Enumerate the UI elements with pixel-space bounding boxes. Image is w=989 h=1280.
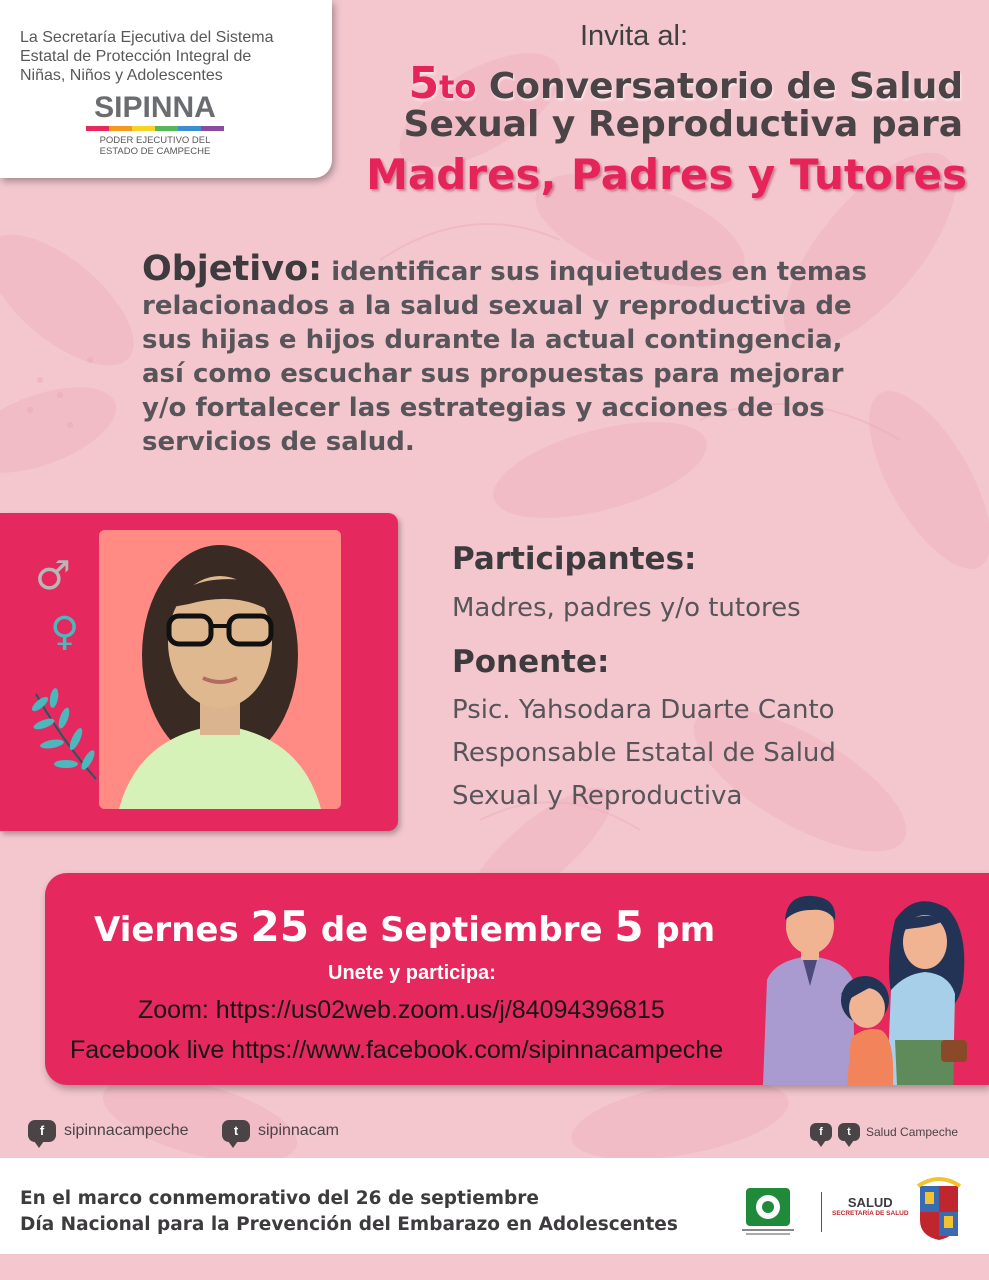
campeche-coat-of-arms — [914, 1176, 964, 1242]
footer-line-1: En el marco conmemorativo del 26 de septiembre — [20, 1188, 539, 1209]
leaf-branch-icon — [26, 684, 106, 784]
facebook-handle[interactable] — [28, 1120, 189, 1142]
logo-color-bar — [86, 126, 224, 131]
twitter-icon: t — [838, 1123, 860, 1141]
organization-line: Niñas, Niños y Adolescentes — [20, 67, 223, 84]
adolescent-health-logo — [740, 1186, 798, 1238]
male-symbol-icon: ♂ — [35, 553, 71, 599]
facebook-live-link[interactable]: Facebook live https://www.facebook.com/sipinnacampeche — [70, 1036, 724, 1064]
objective-text: identificar sus inquietudes en temas — [322, 257, 867, 287]
facebook-handle-text: sipinnacampeche — [64, 1122, 189, 1139]
event-time-unit: pm — [643, 910, 716, 950]
logo-name: SIPINNA — [94, 91, 216, 124]
organization-name — [20, 28, 330, 85]
event-month: de Septiembre — [309, 910, 615, 950]
speaker-role-line: Responsable Estatal de Salud — [452, 738, 836, 768]
objective-block — [142, 249, 942, 459]
title-ordinal: to — [439, 68, 477, 106]
salud-logo — [832, 1196, 909, 1217]
family-illustration — [755, 890, 980, 1085]
participants-heading: Participantes: — [452, 541, 697, 577]
title-line-3: Madres, Padres y Tutores — [366, 150, 967, 199]
facebook-icon: f — [28, 1120, 56, 1142]
event-date-number: 25 — [250, 902, 309, 951]
objective-label: Objetivo: — [142, 249, 323, 289]
footer-text — [20, 1186, 678, 1238]
event-time-number: 5 — [614, 902, 644, 951]
speaker-heading: Ponente: — [452, 644, 610, 680]
title-line-1-text: Conversatorio de Salud — [476, 66, 963, 107]
objective-line: sus hijas e hijos durante la actual contingencia, — [142, 325, 843, 355]
organization-line: La Secretaría Ejecutiva del Sistema — [20, 29, 274, 46]
title-line-2: Sexual y Reproductiva para — [403, 104, 963, 145]
participants-text: Madres, padres y/o tutores — [452, 593, 801, 623]
salud-campeche-handle[interactable] — [810, 1123, 958, 1141]
footer-divider — [821, 1192, 822, 1232]
facebook-icon: f — [810, 1123, 832, 1141]
female-symbol-icon: ♀ — [50, 609, 80, 655]
zoom-link[interactable]: Zoom: https://us02web.zoom.us/j/84094396815 — [138, 996, 665, 1024]
twitter-icon: t — [222, 1120, 250, 1142]
salud-handle-text: Salud Campeche — [866, 1125, 959, 1139]
invitation-label: Invita al: — [580, 20, 688, 52]
objective-line: así como escuchar sus propuestas para mejorar — [142, 359, 844, 389]
sipinna-logo — [80, 92, 230, 157]
logo-sub-line: PODER EJECUTIVO DEL — [99, 135, 211, 146]
twitter-handle-text: sipinnacam — [258, 1122, 339, 1139]
salud-logo-title: SALUD — [847, 1195, 893, 1210]
salud-logo-subtitle: SECRETARÍA DE SALUD — [832, 1210, 909, 1217]
speaker-name: Psic. Yahsodara Duarte Canto — [452, 695, 835, 725]
objective-line: y/o fortalecer las estrategias y acciones de los — [142, 393, 825, 423]
objective-line: servicios de salud. — [142, 427, 415, 457]
event-date — [94, 902, 715, 951]
speaker-role-line: Sexual y Reproductiva — [452, 781, 743, 811]
title-number: 5 — [408, 58, 440, 109]
speaker-details — [452, 689, 836, 818]
objective-line: relacionados a la salud sexual y reproductiva de — [142, 291, 852, 321]
speaker-photo — [99, 530, 341, 809]
event-day: Viernes — [94, 910, 251, 950]
organization-line: Estatal de Protección Integral de — [20, 48, 252, 65]
title-line-1 — [408, 58, 963, 109]
event-join-label: Unete y participa: — [328, 962, 496, 984]
twitter-handle[interactable] — [222, 1120, 339, 1142]
footer-bottom-band — [0, 1254, 989, 1280]
logo-sub-line: ESTADO DE CAMPECHE — [99, 146, 211, 157]
footer-line-2: Día Nacional para la Prevención del Embarazo en Adolescentes — [20, 1214, 678, 1235]
